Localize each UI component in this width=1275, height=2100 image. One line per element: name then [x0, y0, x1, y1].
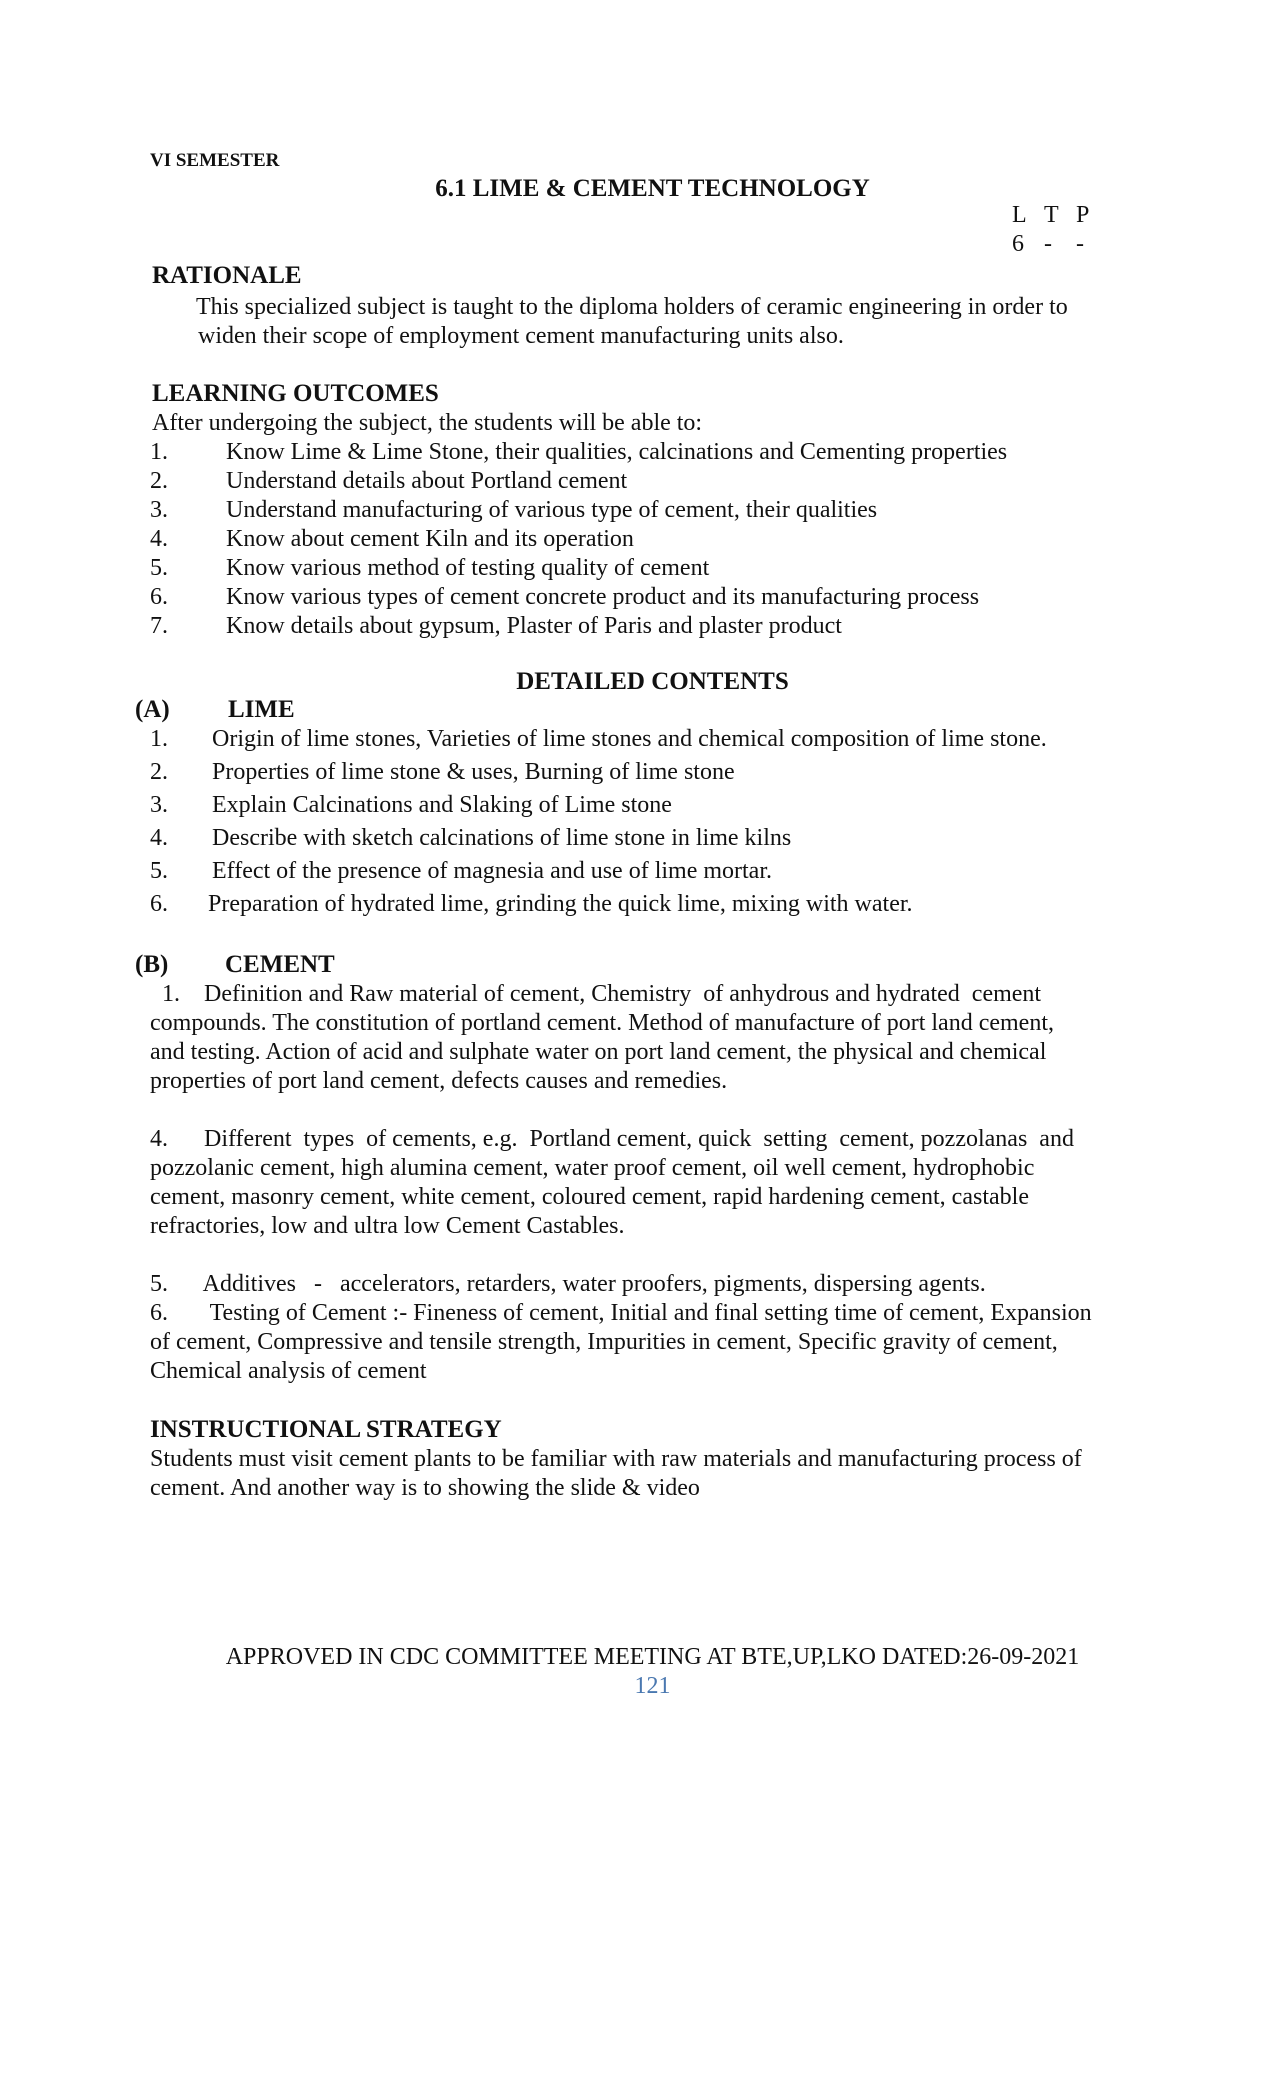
paragraph-line: 1. Definition and Raw material of cement, Chemistry of anhydrous and hydrated cement — [150, 981, 1042, 1007]
paragraph-line: and testing. Action of acid and sulphate water on port land cement, the physical and chemical — [150, 1039, 1047, 1065]
rationale-line-2: widen their scope of employment cement manufacturing units also. — [198, 323, 844, 349]
ltp-value-p: - — [1076, 231, 1084, 257]
instructional-strategy-line-2: cement. And another way is to showing the slide & video — [150, 1475, 700, 1501]
ltp-table — [1012, 201, 1108, 259]
learning-outcome-item — [150, 554, 1150, 583]
section-a-title: LIME — [228, 696, 295, 723]
item-number: 5. — [150, 858, 168, 884]
item-text: Explain Calcinations and Slaking of Lime stone — [212, 792, 672, 818]
learning-outcome-item — [150, 438, 1150, 467]
item-text: Properties of lime stone & uses, Burning of lime stone — [212, 759, 735, 785]
item-text: Origin of lime stones, Varieties of lime stones and chemical composition of lime stone. — [212, 726, 1047, 752]
item-text: Understand manufacturing of various type of cement, their qualities — [226, 497, 878, 523]
ltp-label-t: T — [1044, 202, 1059, 228]
item-number: 4. — [150, 825, 168, 851]
learning-outcome-item — [150, 525, 1150, 554]
item-number: 6. — [150, 891, 168, 917]
detailed-contents-heading: DETAILED CONTENTS — [516, 668, 789, 695]
paragraph-line: cement, masonry cement, white cement, coloured cement, rapid hardening cement, castable — [150, 1184, 1029, 1210]
item-number: 4. — [150, 526, 168, 552]
lime-item — [150, 758, 1150, 787]
ltp-values — [1012, 230, 1108, 259]
lime-item — [150, 857, 1150, 886]
paragraph-line: compounds. The constitution of portland cement. Method of manufacture of port land cement, — [150, 1010, 1054, 1036]
lime-item — [150, 725, 1150, 754]
ltp-labels — [1012, 201, 1108, 230]
paragraph-line: 5. Additives - accelerators, retarders, water proofers, pigments, dispersing agents. — [150, 1271, 986, 1297]
item-text: Know details about gypsum, Plaster of Paris and plaster product — [226, 613, 842, 639]
ltp-value-t: - — [1044, 231, 1052, 257]
item-text: Describe with sketch calcinations of lime stone in lime kilns — [212, 825, 792, 851]
item-text: Know about cement Kiln and its operation — [226, 526, 634, 552]
approval-footer: APPROVED IN CDC COMMITTEE MEETING AT BTE,UP,LKO DATED:26-09-2021 — [225, 1644, 1080, 1670]
learning-outcomes-intro: After undergoing the subject, the students will be able to: — [152, 410, 703, 436]
item-number: 3. — [150, 792, 168, 818]
instructional-strategy-heading: INSTRUCTIONAL STRATEGY — [150, 1416, 502, 1443]
paragraph-line: refractories, low and ultra low Cement Castables. — [150, 1213, 625, 1239]
section-a-label: (A) — [135, 696, 170, 723]
lime-item — [150, 791, 1150, 820]
item-number: 2. — [150, 468, 168, 494]
cement-paragraph-3 — [150, 1270, 1160, 1386]
item-text: Know various method of testing quality of cement — [226, 555, 710, 581]
rationale-line-1: This specialized subject is taught to the diploma holders of ceramic engineering in order to — [196, 294, 1068, 320]
learning-outcome-item — [150, 612, 1150, 641]
item-text: Effect of the presence of magnesia and use of lime mortar. — [212, 858, 773, 884]
rationale-heading: RATIONALE — [152, 262, 302, 289]
item-number: 6. — [150, 584, 168, 610]
item-number: 7. — [150, 613, 168, 639]
paragraph-line: 6. Testing of Cement :- Fineness of cement, Initial and final setting time of cement, Expansion — [150, 1300, 1092, 1326]
learning-outcome-item — [150, 583, 1150, 612]
item-text: Know various types of cement concrete product and its manufacturing process — [226, 584, 980, 610]
paragraph-line: properties of port land cement, defects causes and remedies. — [150, 1068, 728, 1094]
semester-label: VI SEMESTER — [150, 150, 280, 171]
section-b-label: (B) — [135, 951, 169, 978]
item-text: Know Lime & Lime Stone, their qualities, calcinations and Cementing properties — [226, 439, 1008, 465]
ltp-label-l: L — [1012, 202, 1027, 228]
instructional-strategy-line-1: Students must visit cement plants to be familiar with raw materials and manufacturing process of — [150, 1446, 1082, 1472]
item-text: Understand details about Portland cement — [226, 468, 628, 494]
lime-item — [150, 824, 1150, 853]
course-title: 6.1 LIME & CEMENT TECHNOLOGY — [435, 175, 870, 202]
paragraph-line: of cement, Compressive and tensile strength, Impurities in cement, Specific gravity of cement, — [150, 1329, 1058, 1355]
item-number: 1. — [150, 726, 168, 752]
lime-item — [150, 890, 1150, 919]
learning-outcome-item — [150, 496, 1150, 525]
cement-paragraph-2 — [150, 1125, 1160, 1241]
learning-outcome-item — [150, 467, 1150, 496]
paragraph-line: pozzolanic cement, high alumina cement, water proof cement, oil well cement, hydrophobic — [150, 1155, 1035, 1181]
item-number: 1. — [150, 439, 168, 465]
ltp-label-p: P — [1076, 202, 1090, 228]
learning-outcomes-heading: LEARNING OUTCOMES — [152, 380, 439, 407]
ltp-value-l: 6 — [1012, 231, 1024, 257]
cement-paragraph-1 — [150, 980, 1160, 1096]
item-number: 3. — [150, 497, 168, 523]
paragraph-line: 4. Different types of cements, e.g. Portland cement, quick setting cement, pozzolanas and — [150, 1126, 1074, 1152]
paragraph-line: Chemical analysis of cement — [150, 1358, 427, 1384]
item-number: 2. — [150, 759, 168, 785]
section-b-title: CEMENT — [225, 951, 335, 978]
page-number: 121 — [634, 1673, 671, 1699]
item-number: 5. — [150, 555, 168, 581]
item-text: Preparation of hydrated lime, grinding the quick lime, mixing with water. — [208, 891, 913, 917]
